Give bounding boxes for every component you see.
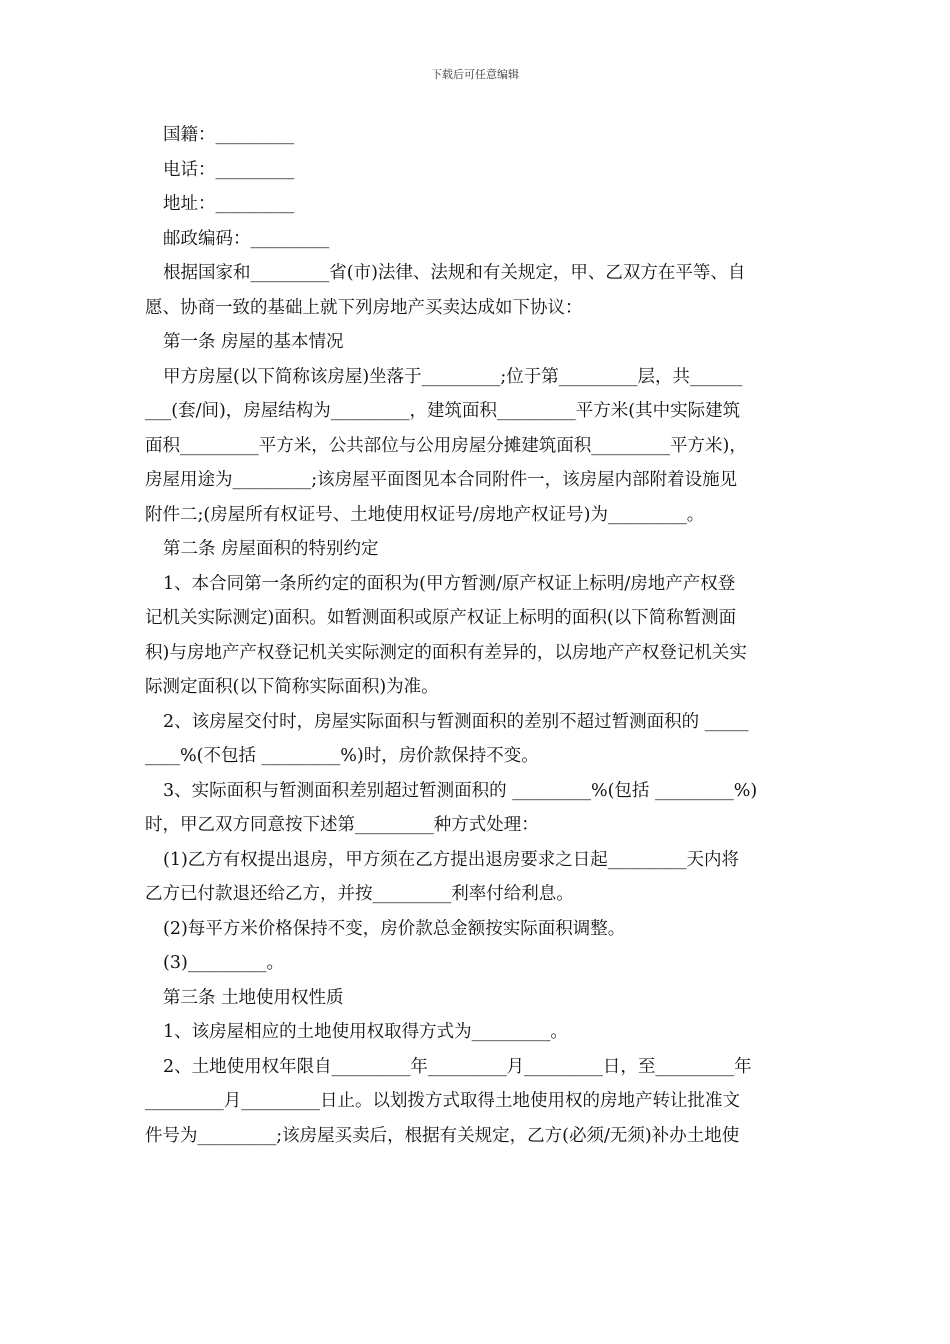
article-2-clause-3-line-1: 3、实际面积与暂测面积差别超过暂测面积的 _________%(包括 _________%) xyxy=(163,780,758,801)
article-3-clause-2-line-2: _________月_________日止。以划拨方式取得土地使用权的房地产转让批准文 xyxy=(145,1091,740,1111)
article-1-heading: 第一条 房屋的基本情况 xyxy=(163,332,344,352)
article-3-heading: 第三条 土地使用权性质 xyxy=(163,987,344,1008)
article-2-clause-1-line-4: 际测定面积(以下简称实际面积)为准。 xyxy=(145,677,439,697)
article-2-clause-3-line-2: 时，甲乙双方同意按下述第_________种方式处理： xyxy=(145,815,539,835)
article-2-heading: 第二条 房屋面积的特别约定 xyxy=(163,539,379,559)
article-1-line-1: 甲方房屋(以下简称该房屋)坐落于_________;位于第_________层，共______ xyxy=(163,366,743,387)
article-2-clause-2-line-2: ____%(不包括 _________%)时，房价款保持不变。 xyxy=(145,746,539,766)
article-1-line-2: ___(套/间)，房屋结构为_________，建筑面积_________平方米(其中实际建筑 xyxy=(145,401,741,421)
field-address: 地址：_________ xyxy=(163,194,295,214)
option-1-line-1: (1)乙方有权提出退房，甲方须在乙方提出退房要求之日起_________天内将 xyxy=(163,849,740,870)
preamble-line-1: 根据国家和_________省(市)法律、法规和有关规定，甲、乙双方在平等、自 xyxy=(163,263,746,283)
option-2: (2)每平方米价格保持不变，房价款总金额按实际面积调整。 xyxy=(163,918,626,939)
article-1-line-4: 房屋用途为_________;该房屋平面图见本合同附件一，该房屋内部附着设施见 xyxy=(145,470,738,490)
article-2-clause-1-line-3: 积)与房地产产权登记机关实际测定的面积有差异的，以房地产产权登记机关实 xyxy=(145,642,747,663)
article-2-clause-1-line-2: 记机关实际测定)面积。如暂测面积或原产权证上标明的面积(以下简称暂测面 xyxy=(145,608,737,628)
article-3-clause-2-line-1: 2、土地使用权年限自_________年_________月_________日，至_________年 xyxy=(163,1056,752,1077)
preamble-line-2: 愿、协商一致的基础上就下列房地产买卖达成如下协议： xyxy=(145,297,583,318)
page-header: 下载后可任意编辑 xyxy=(431,68,519,81)
field-nationality: 国籍：_________ xyxy=(163,125,295,145)
article-1-line-5: 附件二;(房屋所有权证号、土地使用权证号/房地产权证号)为_________。 xyxy=(145,504,705,525)
option-3: (3)_________。 xyxy=(163,953,285,973)
option-1-line-2: 乙方已付款退还给乙方，并按_________利率付给利息。 xyxy=(145,884,574,904)
article-2-clause-1-line-1: 1、本合同第一条所约定的面积为(甲方暂测/原产权证上标明/房地产产权登 xyxy=(163,573,736,594)
article-2-clause-2-line-1: 2、该房屋交付时，房屋实际面积与暂测面积的差别不超过暂测面积的 _____ xyxy=(163,711,749,732)
article-3-clause-1: 1、该房屋相应的土地使用权取得方式为_________。 xyxy=(163,1022,568,1042)
field-phone: 电话：_________ xyxy=(163,159,295,180)
article-1-line-3: 面积_________平方米，公共部位与公用房屋分摊建筑面积_________平方米)， xyxy=(145,435,747,456)
document-body xyxy=(145,118,807,1153)
article-3-clause-2-line-3: 件号为_________;该房屋买卖后，根据有关规定，乙方(必须/无须)补办土地使 xyxy=(145,1125,740,1146)
field-postcode: 邮政编码：_________ xyxy=(163,228,330,249)
